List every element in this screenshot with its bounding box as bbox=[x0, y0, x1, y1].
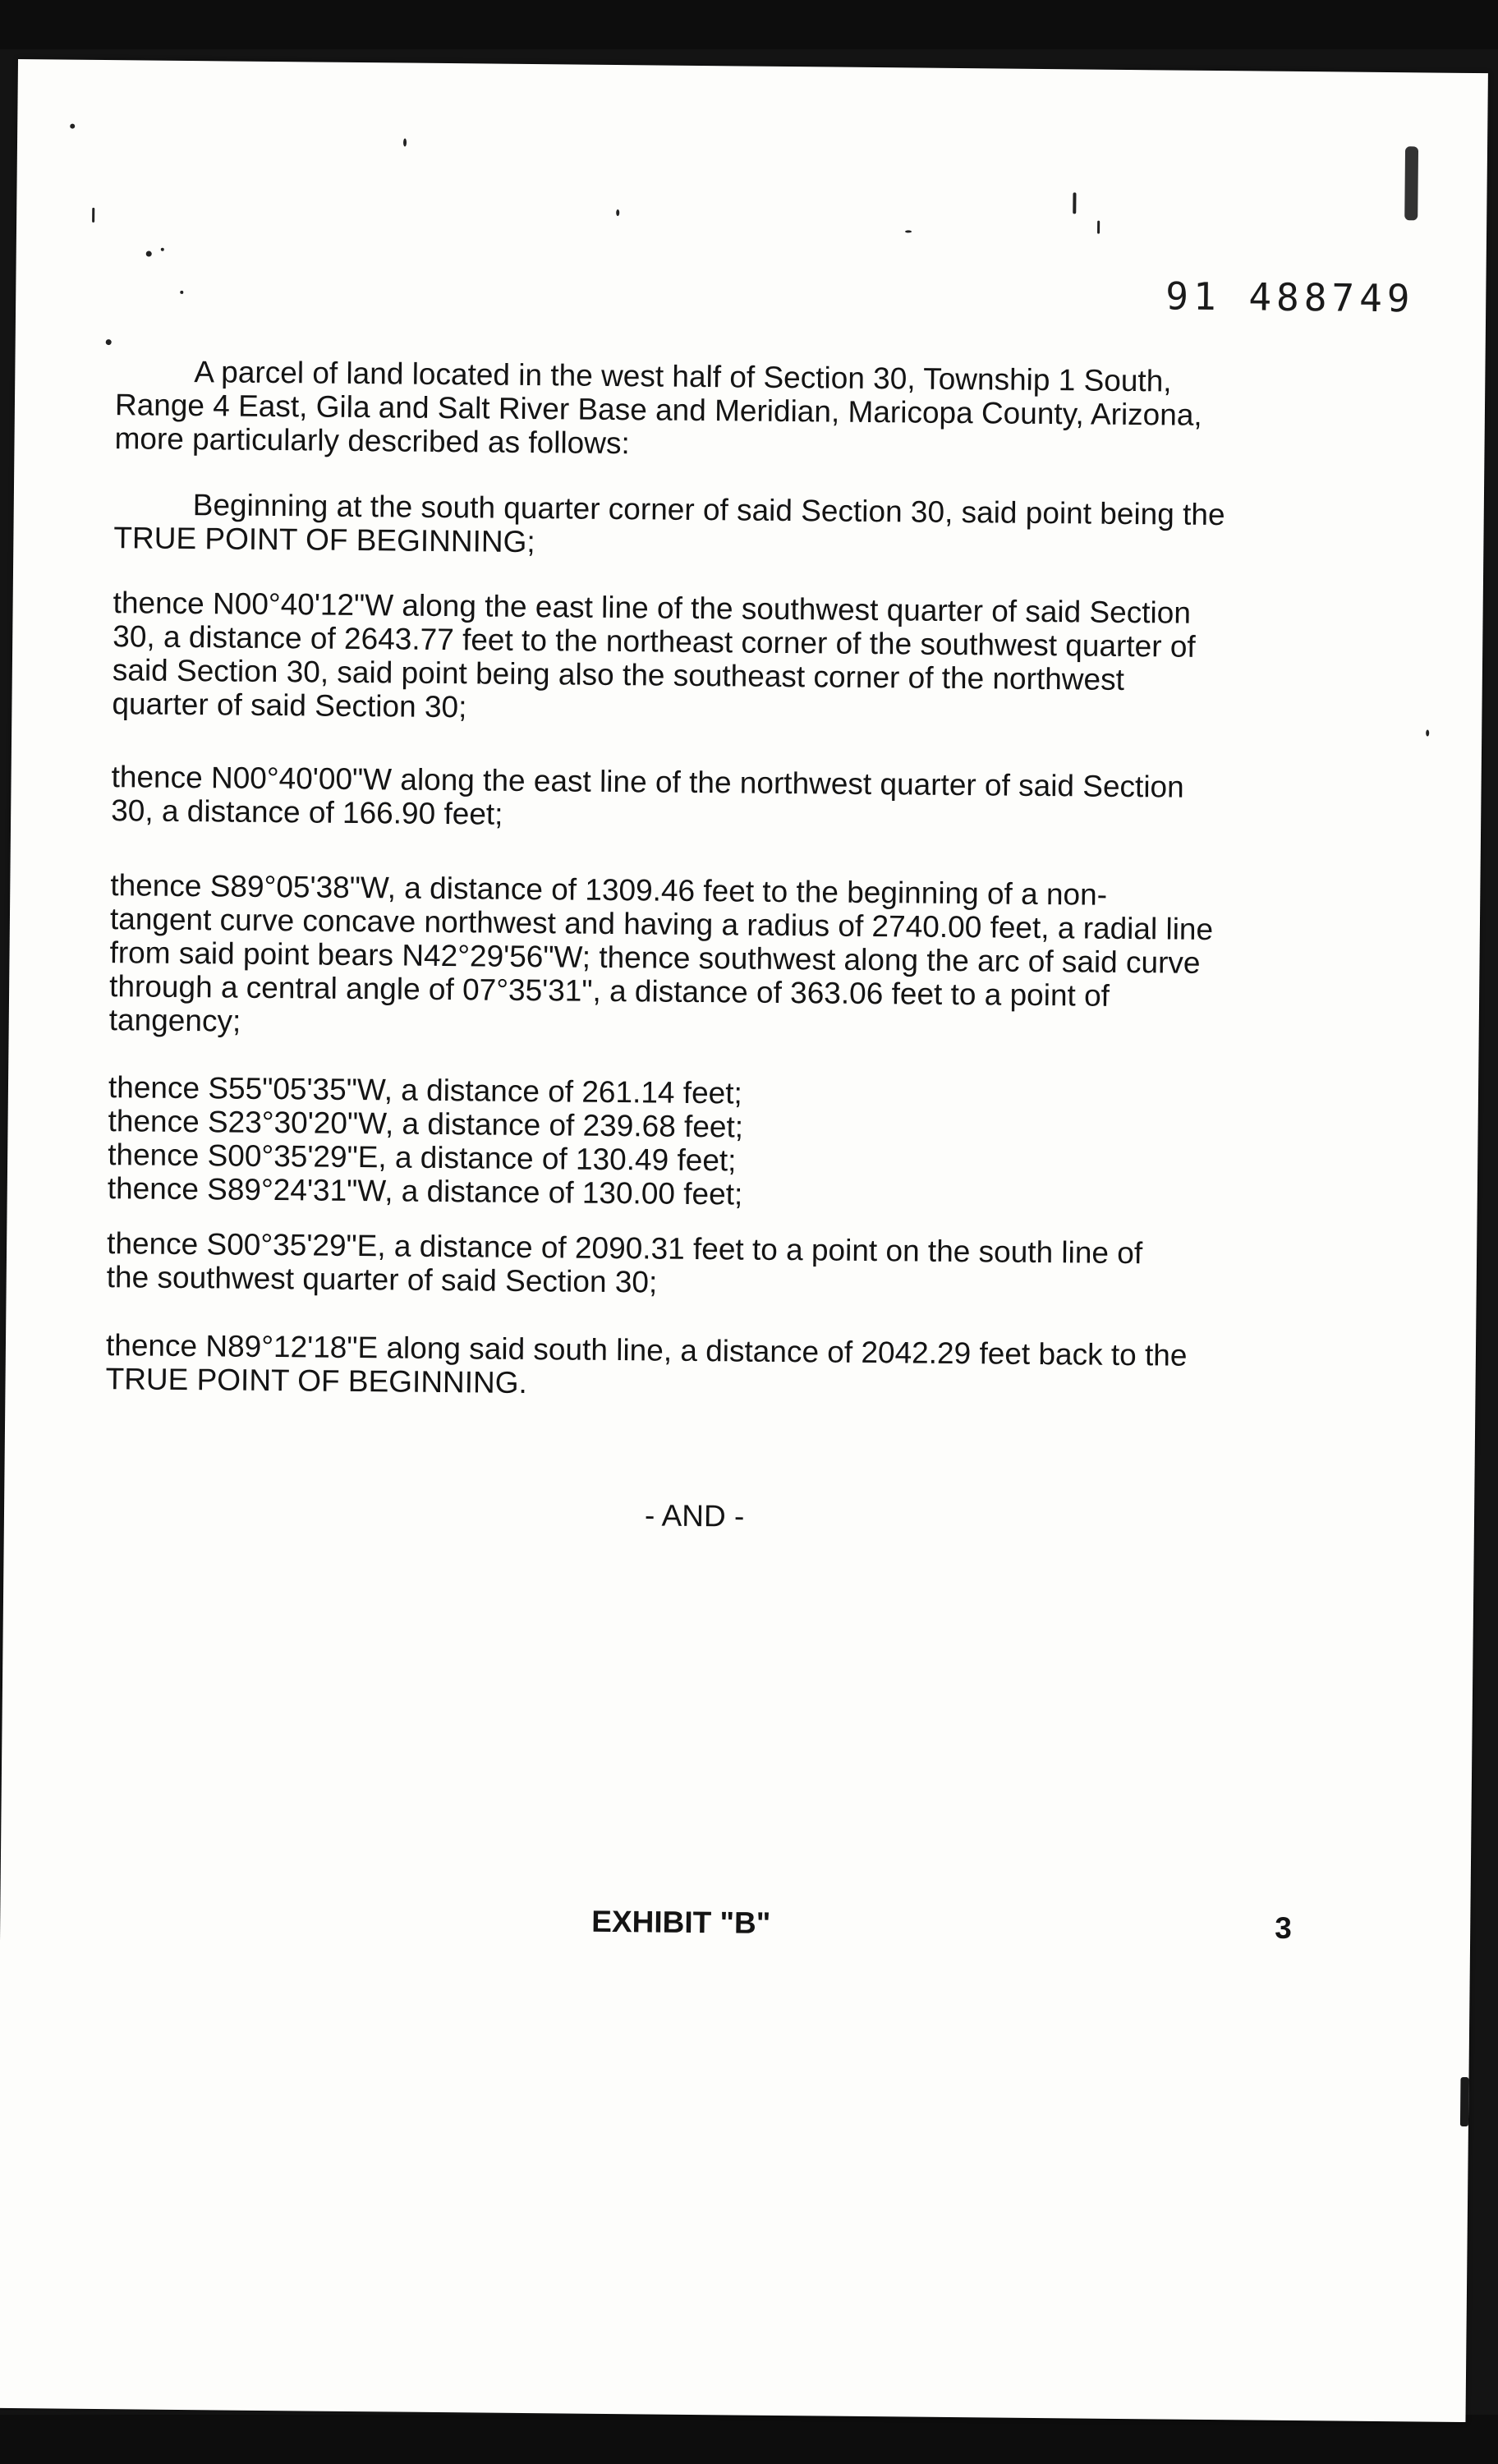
scan-top-edge bbox=[0, 0, 1498, 49]
text-line: thence S23°30'20"W, a distance of 239.68 feet; bbox=[108, 1104, 744, 1144]
and-separator: - AND - bbox=[644, 1498, 745, 1533]
scan-speck bbox=[1097, 221, 1100, 234]
text-line: thence N89°12'18"E along said south line, a distance of 2042.29 feet back to the bbox=[105, 1328, 1188, 1372]
text-line: thence S00°35'29"E, a distance of 130.49 feet; bbox=[108, 1138, 737, 1178]
text-line: thence N00°40'00"W along the east line of the northwest quarter of said Section bbox=[111, 760, 1184, 804]
paragraph-course-2 bbox=[111, 760, 1368, 839]
recording-number: 91 488749 bbox=[1165, 274, 1415, 321]
text-line: more particularly described as follows: bbox=[114, 421, 630, 461]
text-line: TRUE POINT OF BEGINNING. bbox=[105, 1362, 528, 1400]
scan-speck bbox=[180, 291, 183, 294]
scan-speck bbox=[616, 209, 619, 216]
scan-speck bbox=[146, 251, 152, 257]
text-line: thence S89°24'31"W, a distance of 130.00 feet; bbox=[107, 1171, 743, 1211]
page-number: 3 bbox=[1275, 1910, 1293, 1945]
scan-speck bbox=[1426, 729, 1429, 736]
text-line: through a central angle of 07°35'31", a distance of 363.06 feet to a point of bbox=[108, 969, 1110, 1013]
paragraph-course-1 bbox=[112, 586, 1370, 733]
scan-speck bbox=[905, 230, 912, 232]
scan-speck bbox=[161, 248, 164, 251]
scan-speck bbox=[92, 208, 94, 223]
text-line: thence N00°40'12"W along the east line of the southwest quarter of said Section bbox=[113, 586, 1192, 630]
text-line: tangent curve concave northwest and having a radius of 2740.00 feet, a radial line bbox=[109, 902, 1214, 947]
scan-speck bbox=[403, 139, 407, 147]
paragraph-course-5 bbox=[107, 1226, 1364, 1306]
scan-bottom-edge bbox=[0, 2415, 1498, 2464]
text-line: Beginning at the south quarter corner of said Section 30, said point being the bbox=[192, 488, 1225, 532]
text-line: 30, a distance of 166.90 feet; bbox=[111, 793, 503, 831]
text-line: from said point bears N42°29'56"W; thence southwest along the arc of said curve bbox=[109, 935, 1201, 980]
scan-speck bbox=[70, 124, 75, 129]
text-line: thence S89°05'38"W, a distance of 1309.46 feet to the beginning of a non- bbox=[110, 868, 1108, 912]
text-line: thence S00°35'29"E, a distance of 2090.31 feet to a point on the south line of bbox=[106, 1226, 1143, 1271]
scan-speck bbox=[1073, 192, 1076, 214]
text-line: thence S55"05'35"W, a distance of 261.14 feet; bbox=[108, 1070, 742, 1110]
scan-speck bbox=[106, 339, 112, 345]
scan-speck bbox=[1404, 146, 1418, 220]
exhibit-label: EXHIBIT "B" bbox=[591, 1904, 771, 1940]
text-line: A parcel of land located in the west half of Section 30, Township 1 South, bbox=[194, 355, 1172, 398]
text-line: the southwest quarter of said Section 30; bbox=[106, 1260, 658, 1299]
paragraph-beginning bbox=[113, 487, 1371, 567]
text-line: tangency; bbox=[108, 1003, 241, 1038]
document-page bbox=[0, 59, 1488, 2422]
text-line: TRUE POINT OF BEGINNING; bbox=[113, 521, 535, 559]
paragraph-intro bbox=[114, 354, 1372, 467]
paragraph-course-3 bbox=[109, 868, 1367, 1049]
text-line: 30, a distance of 2643.77 feet to the northeast corner of the southwest quarter of bbox=[113, 619, 1196, 664]
scan-speck bbox=[1460, 2077, 1469, 2126]
paragraph-course-4 bbox=[108, 1070, 1366, 1217]
text-line: said Section 30, said point being also the southeast corner of the northwest bbox=[112, 653, 1125, 696]
paragraph-course-6 bbox=[105, 1328, 1362, 1408]
text-line: quarter of said Section 30; bbox=[112, 687, 467, 724]
text-line: Range 4 East, Gila and Salt River Base and Meridian, Maricopa County, Arizona, bbox=[114, 388, 1202, 432]
